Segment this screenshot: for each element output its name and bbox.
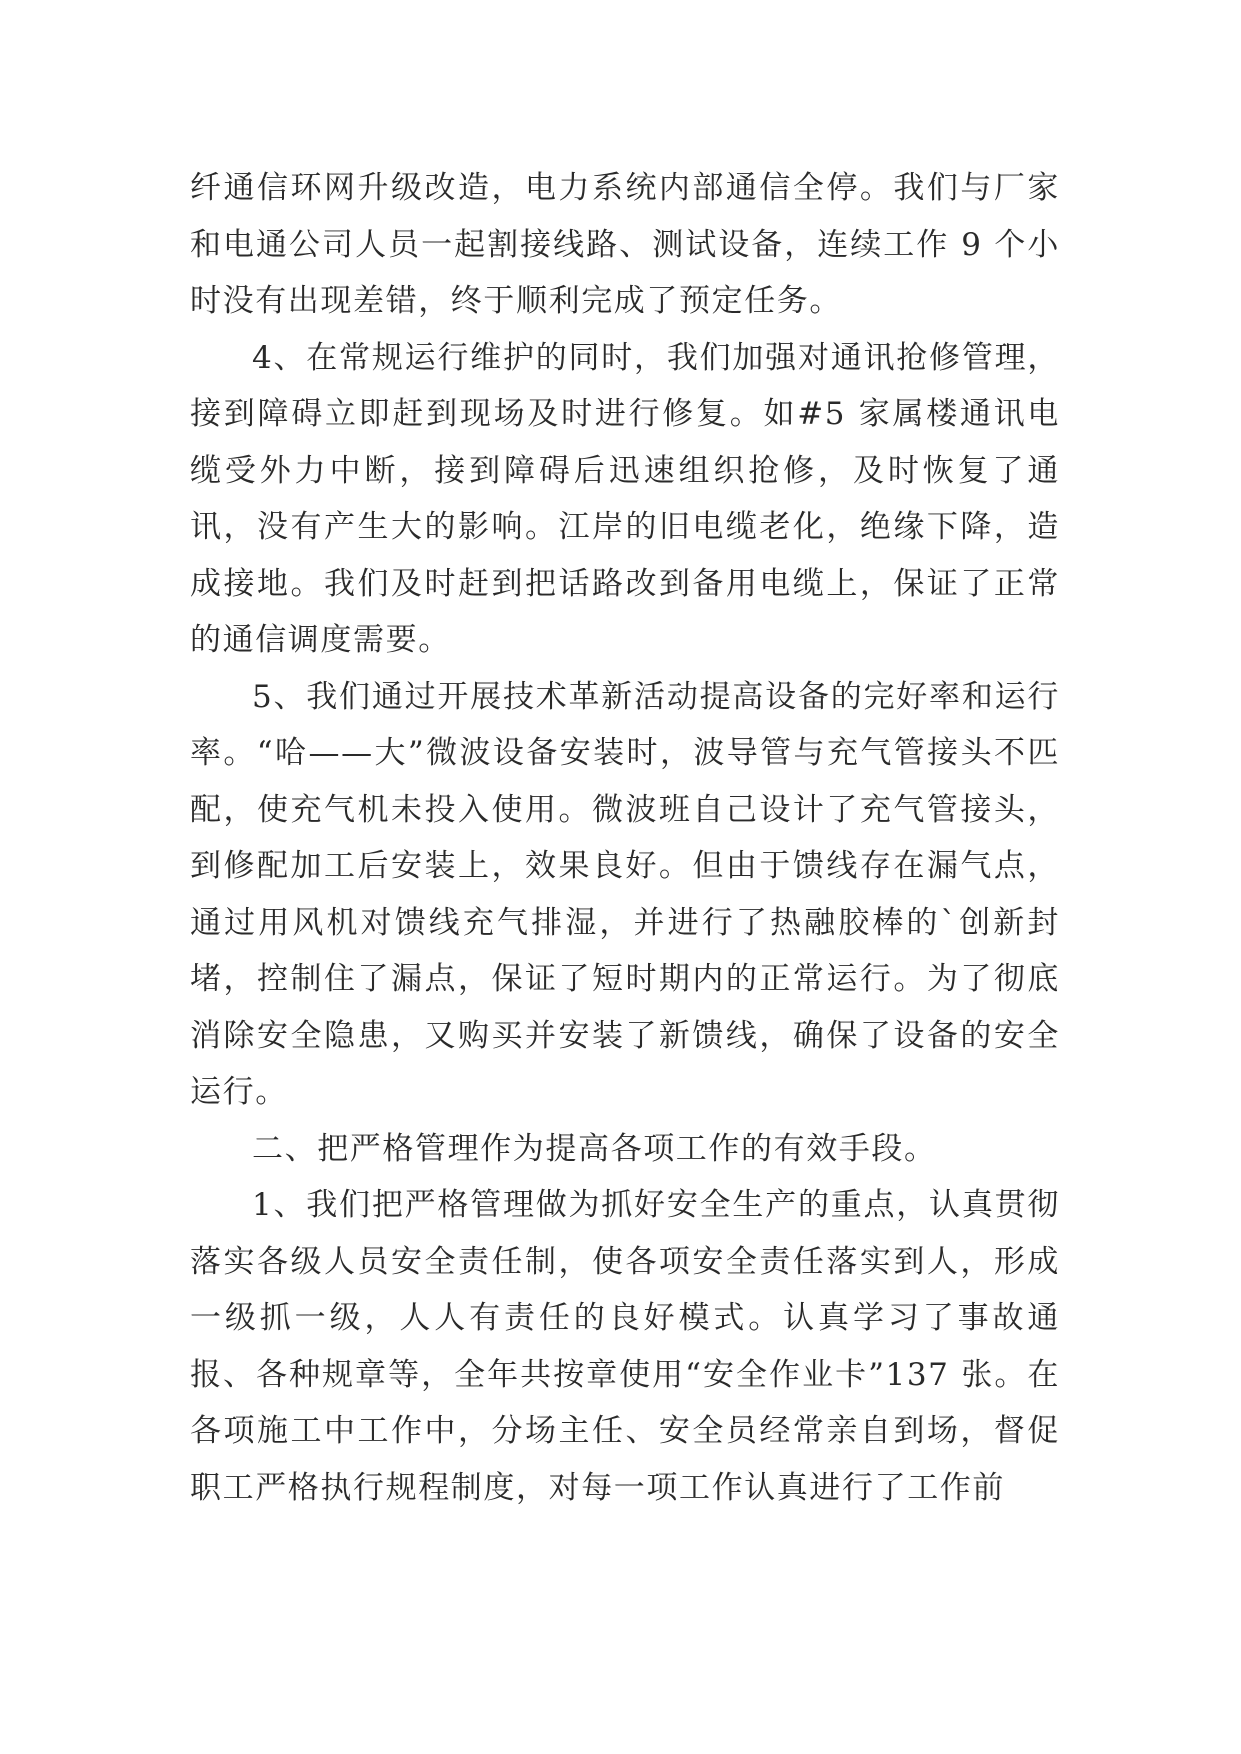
section-heading-2: 二、把严格管理作为提高各项工作的有效手段。 <box>252 1130 937 1167</box>
paragraph-item-5: 5、我们通过开展技术革新活动提高设备的完好率和运行率。“哈——大”微波设备安装时，波导管与充气管接头不匹配，使充气机未投入使用。微波班自己设计了充气管接头，到修配加工后安装上，效果良好。但由于馈线存在漏气点，通过用风机对馈线充气排湿，并进行了热融胶棒的`创新封堵，控制住了漏点，保证了短时期内的正常运行。为了彻底消除安全隐患，又购买并安装了新馈线，确保了设备的安全运行。 <box>190 678 1060 1110</box>
paragraph-continued: 纤通信环网升级改造，电力系统内部通信全停。我们与厂家和电通公司人员一起割接线路、测试设备，连续工作 9 个小时没有出现差错，终于顺利完成了预定任务。 <box>190 170 1060 319</box>
paragraph-item-1: 1、我们把严格管理做为抓好安全生产的重点，认真贯彻落实各级人员安全责任制，使各项安全责任落实到人，形成一级抓一级，人人有责任的良好模式。认真学习了事故通报、各种规章等，全年共按章使用“安全作业卡”137 张。在各项施工中工作中，分场主任、安全员经常亲自到场，督促职工严格执行规程制度，对每一项工作认真进行了工作前 <box>190 1187 1060 1506</box>
paragraph-item-4: 4、在常规运行维护的同时，我们加强对通讯抢修管理，接到障碍立即赶到现场及时进行修复。如#5 家属楼通讯电缆受外力中断，接到障碍后迅速组织抢修，及时恢复了通讯，没有产生大的影响。江岸的旧电缆老化，绝缘下降，造成接地。我们及时赶到把话路改到备用电缆上，保证了正常的通信调度需要。 <box>190 339 1060 658</box>
document-body <box>190 160 1060 1516</box>
